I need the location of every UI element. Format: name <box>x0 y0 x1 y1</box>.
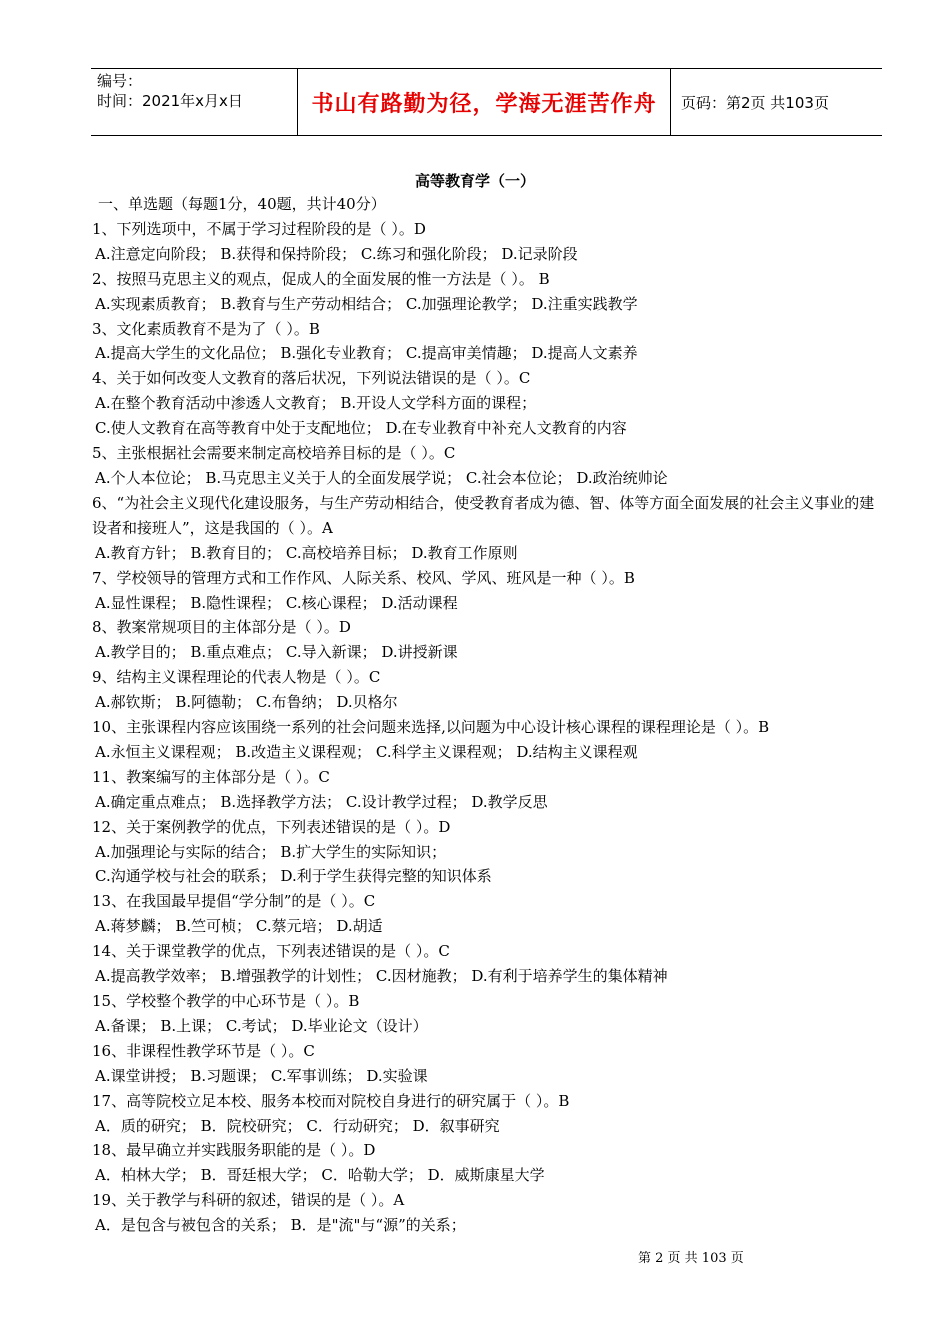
motto: 书山有路勤为径，学海无涯苦作舟 <box>298 69 671 136</box>
question-line: 10、主张课程内容应该围绕一系列的社会问题来选择,以问题为中心设计核心课程的课程理论是（ ）。B <box>92 718 770 737</box>
question-line: 11、教案编写的主体部分是（ ）。C <box>92 767 330 786</box>
answer-options: A.蒋梦麟； B.竺可桢； C.蔡元培； D.胡适 <box>95 917 383 936</box>
question-line: 1、下列选项中，不属于学习过程阶段的是（ ）。D <box>92 219 426 238</box>
question-line: 19、关于教学与科研的叙述，错误的是（ ）。A <box>92 1191 405 1210</box>
answer-options: A.实现素质教育； B.教育与生产劳动相结合； C.加强理论教学； D.注重实践教学 <box>95 294 638 313</box>
question-list <box>92 192 887 1238</box>
answer-options: A.提高大学生的文化品位； B.强化专业教育； C.提高审美情趣； D.提高人文素养 <box>95 344 638 363</box>
answer-options: A.显性课程； B.隐性课程； C.核心课程； D.活动课程 <box>95 593 458 612</box>
answer-options: A.确定重点难点； B.选择教学方法； C.设计教学过程； D.教学反思 <box>95 792 548 811</box>
answer-options: C.沟通学校与社会的联系； D.利于学生获得完整的知识体系 <box>95 867 492 886</box>
answer-options: A.课堂讲授； B.习题课； C.军事训练； D.实验课 <box>95 1066 428 1085</box>
document-header <box>91 68 882 136</box>
document-title: 高等教育学（一） <box>414 172 535 190</box>
answer-options: A.加强理论与实际的结合； B.扩大学生的实际知识； <box>95 842 447 861</box>
question-line: 17、高等院校立足本校、服务本校而对院校自身进行的研究属于（ ）。B <box>92 1091 570 1110</box>
answer-options: A．柏林大学； B．哥廷根大学； C．哈勒大学； D．威斯康星大学 <box>95 1166 545 1185</box>
answer-options: A．质的研究； B．院校研究； C．行动研究； D．叙事研究 <box>95 1116 500 1135</box>
question-line: 12、关于案例教学的优点，下列表述错误的是（ ）。D <box>92 817 451 836</box>
question-line: 8、教案常规项目的主体部分是（ ）。D <box>92 618 351 637</box>
answer-options: A.在整个教育活动中渗透人文教育； B.开设人文学科方面的课程； <box>95 394 537 413</box>
page-label: 页码：第2页 共103页 <box>681 93 829 112</box>
serial-label: 编号： <box>97 72 143 90</box>
time-label: 时间：2021年x月x日 <box>97 92 243 110</box>
question-line: 7、学校领导的管理方式和工作作风、人际关系、校风、学风、班风是一种（ ）。B <box>92 568 635 587</box>
page-footer: 第 2 页 共 103 页 <box>638 1251 744 1266</box>
answer-options: A．是包含与被包含的关系； B．是"流"与“源”的关系； <box>95 1216 466 1235</box>
question-line: 4、关于如何改变人文教育的落后状况，下列说法错误的是（ ）。C <box>92 369 531 388</box>
answer-options: A.郝钦斯； B.阿德勒； C.布鲁纳； D.贝格尔 <box>95 693 398 712</box>
question-line: 16、非课程性教学环节是（ ）。C <box>92 1041 315 1060</box>
question-line: 5、主张根据社会需要来制定高校培养目标的是（ ）。C <box>92 444 456 463</box>
question-line: 3、文化素质教育不是为了（ ）。B <box>92 319 320 338</box>
question-line: 15、学校整个教学的中心环节是（ ）。B <box>92 992 360 1010</box>
question-line: 9、结构主义课程理论的代表人物是（ ）。C <box>92 668 381 687</box>
question-line: 18、最早确立并实践服务职能的是（ ）。D <box>92 1141 376 1160</box>
question-line: 6、“为社会主义现代化建设服务，与生产劳动相结合，使受教育者成为德、智、体等方面全面发展的社会主义事业的建设者和接班人”，这是我国的（ ）。A <box>92 493 875 537</box>
question-line: 2、按照马克思主义的观点，促成人的全面发展的惟一方法是（ ）。 B <box>92 269 550 288</box>
answer-options: A.注意定向阶段； B.获得和保持阶段； C.练习和强化阶段； D.记录阶段 <box>95 244 578 263</box>
answer-options: A.备课； B.上课； C.考试； D.毕业论文（设计） <box>95 1016 428 1035</box>
answer-options: C.使人文教育在高等教育中处于支配地位； D.在专业教育中补充人文教育的内容 <box>95 419 627 438</box>
answer-options: A.教学目的； B.重点难点； C.导入新课； D.讲授新课 <box>95 643 458 662</box>
question-lines <box>92 217 887 1238</box>
answer-options: A.个人本位论； B.马克思主义关于人的全面发展学说； C.社会本位论； D.政治统帅论 <box>95 468 668 487</box>
question-line: 14、关于课堂教学的优点，下列表述错误的是（ ）。C <box>92 942 450 961</box>
answer-options: A.提高教学效率； B.增强教学的计划性； C.因材施教； D.有利于培养学生的集体精神 <box>95 967 668 986</box>
answer-options: A.永恒主义课程观； B.改造主义课程观； C.科学主义课程观； D.结构主义课程观 <box>95 742 638 761</box>
answer-options: A.教育方针； B.教育目的； C.高校培养目标； D.教育工作原则 <box>95 543 518 562</box>
header-info-cell <box>91 69 298 136</box>
question-line: 13、在我国最早提倡“学分制”的是（ ）。C <box>92 892 376 911</box>
section-heading: 一、单选题（每题1分，40题，共计40分） <box>98 195 386 213</box>
